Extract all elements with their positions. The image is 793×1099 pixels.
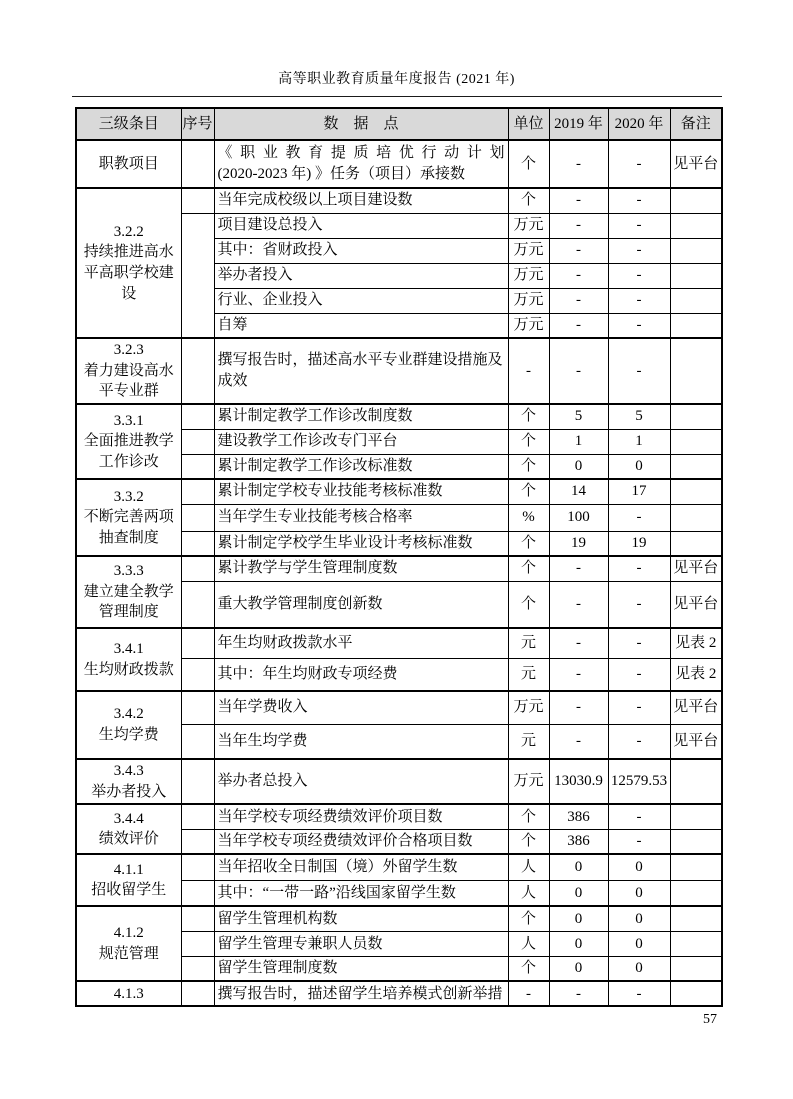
data-point-cell: 其中：“一带一路”沿线国家留学生数: [214, 880, 508, 906]
table-row: [76, 759, 722, 804]
value-2019-cell: -: [549, 338, 608, 404]
header-rule: [72, 96, 722, 97]
note-cell: [670, 454, 722, 479]
data-point-cell: 项目建设总投入: [214, 213, 508, 238]
serial-cell: [181, 213, 214, 338]
serial-cell: [181, 531, 214, 556]
serial-cell: [181, 454, 214, 479]
unit-cell: 人: [508, 880, 549, 906]
value-2020-cell: 5: [608, 404, 670, 429]
table-row: [76, 140, 722, 188]
entry-name: 生均财政拨款: [83, 661, 174, 678]
data-point-cell: 当年招收全日制国（境）外留学生数: [214, 854, 508, 880]
entry-name: 举办者投入: [91, 783, 167, 800]
entry-name: 规范管理: [98, 945, 159, 962]
value-2020-cell: 0: [608, 956, 670, 981]
unit-cell: 个: [508, 404, 549, 429]
value-2020-cell: -: [608, 313, 670, 338]
value-2020-cell: -: [608, 981, 670, 1006]
note-cell: [670, 238, 722, 263]
note-cell: [670, 956, 722, 981]
entry-cell: [76, 854, 181, 906]
note-cell: 见平台: [670, 140, 722, 188]
column-header: 单位: [508, 108, 549, 140]
entry-name: 职教项目: [98, 155, 159, 172]
value-2019-cell: -: [549, 981, 608, 1006]
data-point-cell: 累计制定学校专业技能考核标准数: [214, 479, 508, 504]
unit-cell: 人: [508, 931, 549, 956]
value-2020-cell: -: [608, 140, 670, 188]
note-cell: [670, 213, 722, 238]
note-cell: [670, 288, 722, 313]
unit-cell: 元: [508, 628, 549, 658]
serial-cell: [181, 628, 214, 658]
entry-code: 3.4.3: [113, 763, 144, 780]
entry-code: 3.3.1: [113, 412, 144, 429]
serial-cell: [181, 724, 214, 759]
serial-cell: [181, 479, 214, 504]
serial-cell: [181, 759, 214, 804]
table-row: [76, 804, 722, 829]
table-row: [76, 691, 722, 724]
value-2019-cell: -: [549, 188, 608, 213]
value-2020-cell: -: [608, 658, 670, 691]
data-point-cell: 自筹: [214, 313, 508, 338]
data-point-cell: 留学生管理专兼职人员数: [214, 931, 508, 956]
entry-code: 3.2.3: [113, 342, 144, 358]
value-2019-cell: -: [549, 213, 608, 238]
data-point-cell: 累计制定教学工作诊改标准数: [214, 454, 508, 479]
value-2019-cell: -: [549, 556, 608, 581]
note-cell: [670, 429, 722, 454]
unit-cell: %: [508, 504, 549, 531]
entry-cell: [76, 188, 181, 338]
data-point-cell: 举办者总投入: [214, 759, 508, 804]
column-header: 2019 年: [549, 108, 608, 140]
value-2020-cell: 0: [608, 880, 670, 906]
note-cell: [670, 829, 722, 854]
value-2020-cell: -: [608, 724, 670, 759]
value-2020-cell: 12579.53: [608, 759, 670, 804]
value-2020-cell: -: [608, 263, 670, 288]
page-number: 57: [703, 1012, 717, 1027]
unit-cell: 元: [508, 724, 549, 759]
data-point-cell: 撰写报告时，描述留学生培养模式创新举措: [214, 981, 508, 1006]
note-cell: [670, 880, 722, 906]
value-2020-cell: -: [608, 338, 670, 404]
serial-cell: [181, 854, 214, 880]
unit-cell: 万元: [508, 691, 549, 724]
data-point-cell: 当年学费收入: [214, 691, 508, 724]
value-2019-cell: 19: [549, 531, 608, 556]
value-2019-cell: 13030.9: [549, 759, 608, 804]
data-point-cell: 举办者投入: [214, 263, 508, 288]
entry-code: 4.1.1: [113, 861, 144, 878]
data-point-cell: [214, 140, 508, 188]
value-2019-cell: -: [549, 288, 608, 313]
entry-cell: [76, 556, 181, 628]
note-cell: [670, 759, 722, 804]
entry-cell: [76, 981, 181, 1006]
value-2019-cell: 1: [549, 429, 608, 454]
value-2020-cell: 17: [608, 479, 670, 504]
data-point-cell: 当年学校专项经费绩效评价合格项目数: [214, 829, 508, 854]
note-cell: [670, 504, 722, 531]
data-point-cell: 撰写报告时，描述高水平专业群建设措施及成效: [214, 338, 508, 404]
serial-cell: [181, 931, 214, 956]
value-2019-cell: 0: [549, 454, 608, 479]
entry-code: 3.3.3: [113, 563, 144, 580]
value-2019-cell: 0: [549, 854, 608, 880]
value-2019-cell: -: [549, 628, 608, 658]
serial-cell: [181, 140, 214, 188]
serial-cell: [181, 429, 214, 454]
note-cell: [670, 313, 722, 338]
data-point-cell: 累计教学与学生管理制度数: [214, 556, 508, 581]
note-cell: [670, 404, 722, 429]
serial-cell: [181, 658, 214, 691]
value-2019-cell: -: [549, 263, 608, 288]
value-2019-cell: 100: [549, 504, 608, 531]
unit-cell: 万元: [508, 288, 549, 313]
entry-name: 生均学费: [98, 727, 159, 744]
table-row: [76, 628, 722, 658]
page-header: [0, 68, 793, 88]
data-point-cell: 其中：年生均财政专项经费: [214, 658, 508, 691]
data-point-cell: 行业、企业投入: [214, 288, 508, 313]
table-row: [76, 404, 722, 429]
unit-cell: 个: [508, 906, 549, 931]
value-2020-cell: 1: [608, 429, 670, 454]
column-header: 三级条目: [76, 108, 181, 140]
entry-code: 3.2.2: [113, 223, 144, 240]
value-2020-cell: -: [608, 804, 670, 829]
value-2019-cell: 386: [549, 804, 608, 829]
unit-cell: -: [508, 981, 549, 1006]
note-cell: [670, 854, 722, 880]
unit-cell: 个: [508, 956, 549, 981]
entry-cell: [76, 759, 181, 804]
entry-name: 持续推进高水平高职学校建设: [83, 244, 174, 302]
unit-cell: 个: [508, 188, 549, 213]
table-row: [76, 556, 722, 581]
note-cell: [670, 338, 722, 404]
value-2020-cell: 0: [608, 906, 670, 931]
data-point-cell: 其中：省财政投入: [214, 238, 508, 263]
value-2019-cell: -: [549, 691, 608, 724]
data-point-cell: 建设教学工作诊改专门平台: [214, 429, 508, 454]
value-2019-cell: -: [549, 140, 608, 188]
data-point-cell: 年生均财政拨款水平: [214, 628, 508, 658]
entry-code: 4.1.3: [113, 985, 144, 1002]
value-2020-cell: -: [608, 288, 670, 313]
entry-code: 3.4.4: [113, 810, 144, 827]
table-row: [76, 479, 722, 504]
data-point-cell: 留学生管理机构数: [214, 906, 508, 931]
unit-cell: 元: [508, 658, 549, 691]
data-point-line: 《职业教育提质培优行动计划: [217, 145, 505, 162]
serial-cell: [181, 691, 214, 724]
entry-name: 不断完善两项抽查制度: [83, 509, 174, 546]
unit-cell: 个: [508, 829, 549, 854]
serial-cell: [181, 504, 214, 531]
note-cell: 见平台: [670, 691, 722, 724]
data-point-cell: 当年完成校级以上项目建设数: [214, 188, 508, 213]
value-2019-cell: 5: [549, 404, 608, 429]
value-2020-cell: -: [608, 504, 670, 531]
data-point-cell: 当年学校专项经费绩效评价项目数: [214, 804, 508, 829]
note-cell: [670, 479, 722, 504]
table-row: [76, 338, 722, 404]
serial-cell: [181, 188, 214, 213]
unit-cell: 万元: [508, 313, 549, 338]
serial-cell: [181, 404, 214, 429]
data-point-line: (2020-2023 年) 》任务（项目）承接数: [217, 166, 465, 182]
note-cell: [670, 906, 722, 931]
note-cell: [670, 188, 722, 213]
serial-cell: [181, 556, 214, 581]
unit-cell: 万元: [508, 213, 549, 238]
table-row: [76, 188, 722, 213]
data-point-cell: 当年学生专业技能考核合格率: [214, 504, 508, 531]
entry-code: 4.1.2: [113, 925, 144, 942]
value-2019-cell: -: [549, 238, 608, 263]
entry-name: 绩效评价: [98, 831, 159, 848]
value-2019-cell: -: [549, 724, 608, 759]
table-row: [76, 906, 722, 931]
value-2019-cell: -: [549, 658, 608, 691]
unit-cell: 个: [508, 479, 549, 504]
serial-cell: [181, 880, 214, 906]
note-cell: [670, 263, 722, 288]
serial-cell: [181, 956, 214, 981]
note-cell: 见表 2: [670, 658, 722, 691]
serial-cell: [181, 981, 214, 1006]
entry-code: 3.4.2: [113, 706, 144, 723]
value-2019-cell: 0: [549, 880, 608, 906]
value-2019-cell: 0: [549, 956, 608, 981]
serial-cell: [181, 338, 214, 404]
unit-cell: 个: [508, 531, 549, 556]
value-2019-cell: 0: [549, 931, 608, 956]
value-2019-cell: 14: [549, 479, 608, 504]
data-point-cell: 累计制定学校学生毕业设计考核标准数: [214, 531, 508, 556]
value-2020-cell: 0: [608, 454, 670, 479]
data-point-cell: 当年生均学费: [214, 724, 508, 759]
unit-cell: 人: [508, 854, 549, 880]
value-2020-cell: -: [608, 581, 670, 628]
entry-cell: [76, 906, 181, 981]
value-2019-cell: -: [549, 313, 608, 338]
column-header: 备注: [670, 108, 722, 140]
unit-cell: -: [508, 338, 549, 404]
data-point-cell: 累计制定教学工作诊改制度数: [214, 404, 508, 429]
serial-cell: [181, 829, 214, 854]
unit-cell: 万元: [508, 263, 549, 288]
column-header: 序号: [181, 108, 214, 140]
value-2020-cell: -: [608, 691, 670, 724]
unit-cell: 个: [508, 429, 549, 454]
note-cell: [670, 804, 722, 829]
value-2020-cell: -: [608, 556, 670, 581]
unit-cell: 个: [508, 556, 549, 581]
unit-cell: 个: [508, 804, 549, 829]
entry-cell: [76, 140, 181, 188]
note-cell: 见平台: [670, 556, 722, 581]
column-header: 数 据 点: [214, 108, 508, 140]
value-2019-cell: 386: [549, 829, 608, 854]
value-2020-cell: 19: [608, 531, 670, 556]
data-point-cell: 重大教学管理制度创新数: [214, 581, 508, 628]
note-cell: [670, 981, 722, 1006]
entry-name: 全面推进教学工作诊改: [83, 433, 174, 470]
value-2020-cell: -: [608, 628, 670, 658]
serial-cell: [181, 906, 214, 931]
value-2020-cell: 0: [608, 931, 670, 956]
column-header: 2020 年: [608, 108, 670, 140]
value-2020-cell: 0: [608, 854, 670, 880]
note-cell: 见平台: [670, 581, 722, 628]
value-2020-cell: -: [608, 188, 670, 213]
report-title: 高等职业教育质量年度报告 (2021 年): [278, 72, 515, 87]
entry-cell: [76, 479, 181, 556]
unit-cell: 个: [508, 581, 549, 628]
entry-cell: [76, 338, 181, 404]
table-header-row: [76, 108, 722, 140]
serial-cell: [181, 804, 214, 829]
data-table: [75, 107, 723, 1007]
entry-cell: [76, 691, 181, 759]
entry-name: 着力建设高水平专业群: [83, 362, 174, 400]
entry-name: 建立建全教学管理制度: [83, 583, 174, 621]
entry-cell: [76, 804, 181, 854]
note-cell: 见平台: [670, 724, 722, 759]
note-cell: 见表 2: [670, 628, 722, 658]
value-2019-cell: -: [549, 581, 608, 628]
value-2019-cell: 0: [549, 906, 608, 931]
unit-cell: 个: [508, 140, 549, 188]
value-2020-cell: -: [608, 213, 670, 238]
table-row: [76, 854, 722, 880]
entry-cell: [76, 628, 181, 691]
unit-cell: 万元: [508, 238, 549, 263]
entry-code: 3.4.1: [113, 640, 144, 657]
table-row: [76, 981, 722, 1006]
value-2020-cell: -: [608, 238, 670, 263]
unit-cell: 万元: [508, 759, 549, 804]
entry-cell: [76, 404, 181, 479]
data-point-cell: 留学生管理制度数: [214, 956, 508, 981]
unit-cell: 个: [508, 454, 549, 479]
note-cell: [670, 531, 722, 556]
note-cell: [670, 931, 722, 956]
value-2020-cell: -: [608, 829, 670, 854]
entry-name: 招收留学生: [91, 882, 167, 899]
entry-code: 3.3.2: [113, 488, 144, 505]
serial-cell: [181, 581, 214, 628]
